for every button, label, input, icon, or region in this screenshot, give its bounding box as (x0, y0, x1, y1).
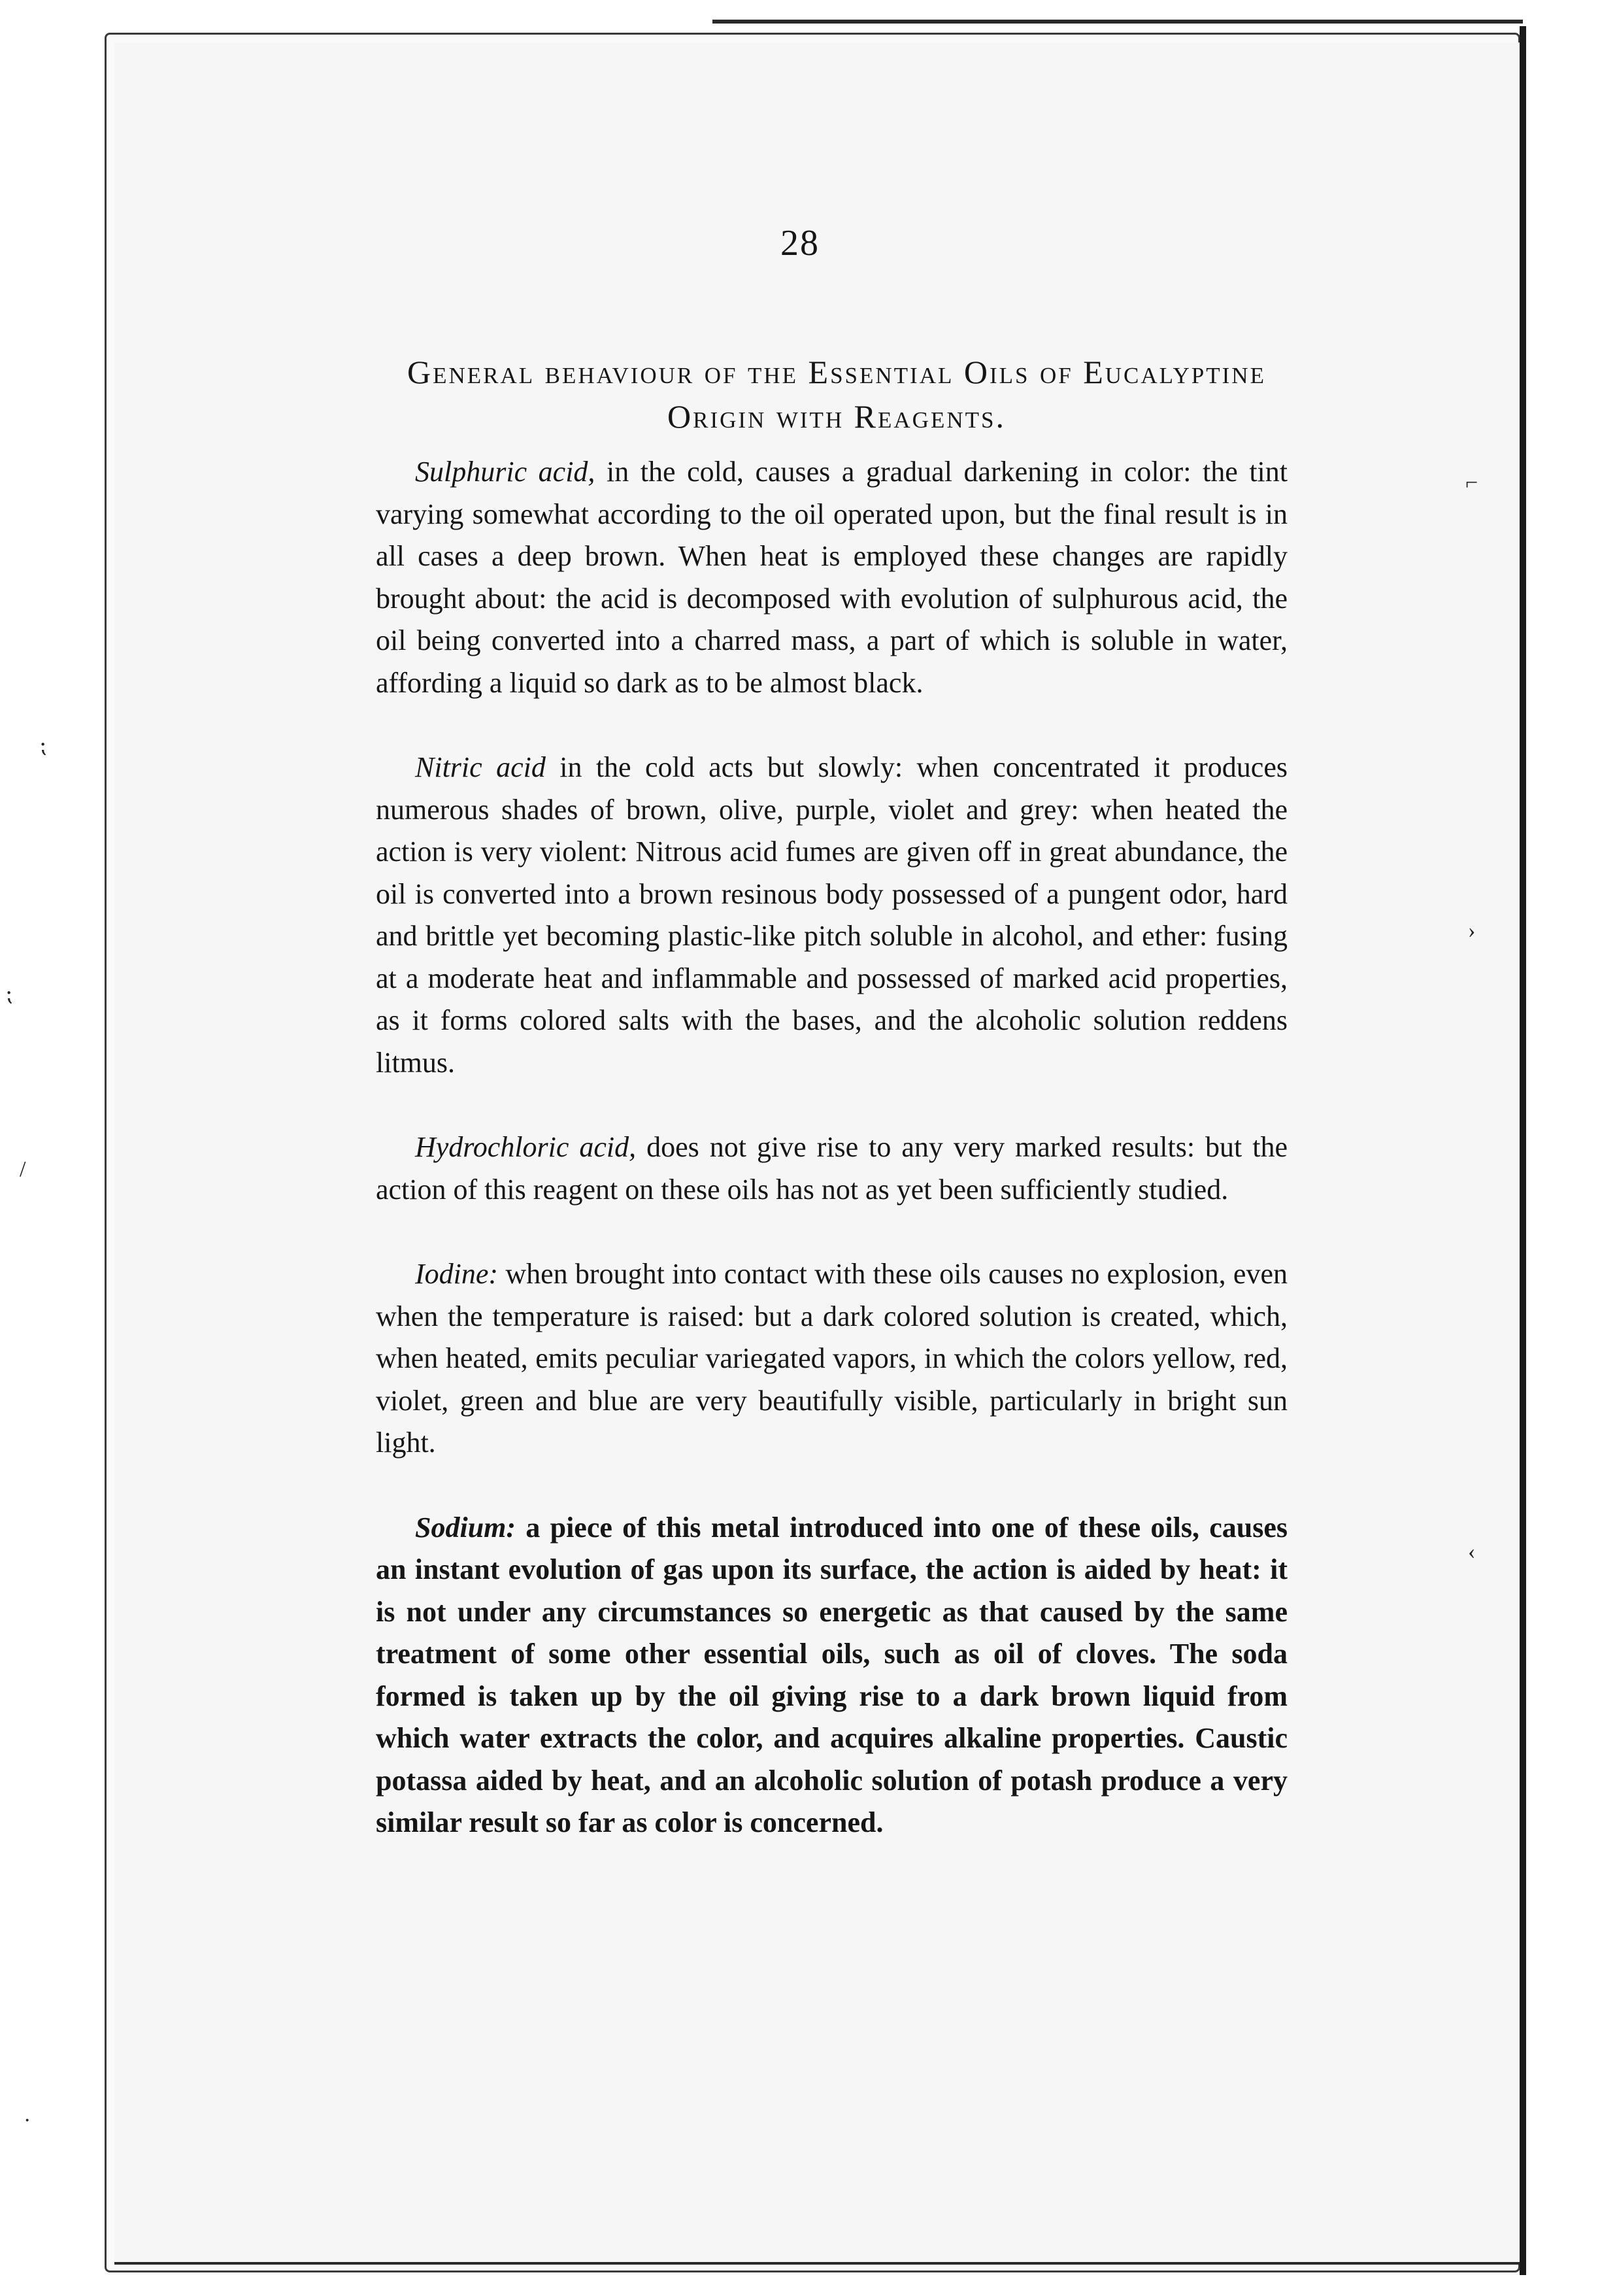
right-page-edge (1520, 26, 1526, 2275)
paragraph-text: when brought into contact with these oils causes no explosion, even when the temperature is raised: but a dark colored solution is created, which, when heated, emits peculiar variegated vapors, in which the colors yellow, red, violet, green and blue are very beautifully visible, particularly in bright sun light. (376, 1258, 1288, 1459)
paragraph-iodine (376, 1253, 1288, 1464)
paragraph-text: in the cold acts but slowly: when concentrated it produces numerous shades of brown, olive, purple, violet and grey: when heated the action is very violent: Nitrous acid fumes are given off in great abundance, the oil is converted into a brown resinous body possessed of a pungent odor, hard and brittle yet becoming plastic-like pitch soluble in alcohol, and ether: fusing at a moderate heat and inflammable and possessed of marked acid properties, as it forms colored salts with the bases, and the alcoholic solution reddens litmus. (376, 751, 1288, 1079)
reagent-term: Sodium: (415, 1511, 516, 1544)
paragraph-hydrochloric-acid (376, 1126, 1288, 1211)
page-number: 28 (780, 223, 820, 263)
scan-speck: ⌐ (1465, 471, 1478, 495)
paragraph-text: in the cold, causes a gradual darkening in color: the tint varying somewhat according to the oil operated upon, but the final result is in all cases a deep brown. When heat is employed these changes are rapidly brought about: the acid is decomposed with evolution of sulphurous acid, the oil being converted into a charred mass, a part of which is soluble in water, affording a liquid so dark as to be almost black. (376, 456, 1288, 699)
scan-speck: · (24, 2108, 31, 2133)
paragraph-text: a piece of this metal introduced into one of these oils, causes an instant evolution of gas upon its surface, the action is aided by heat: it is not under any circumstances so energetic as that caused by the same treatment of some other essential oils, such as oil of cloves. The soda formed is taken up by the oil giving rise to a dark brown liquid from which water extracts the color, and acquires alkaline properties. Caustic potassa aided by heat, and an alcoholic solution of potash produce a very similar result so far as color is concerned. (376, 1511, 1288, 1838)
scan-speck: ⁏ (39, 734, 47, 758)
scan-speck: › (1468, 919, 1476, 943)
scan-speck: ‹ (1468, 1540, 1476, 1564)
reagent-term: Hydrochloric acid, (415, 1131, 637, 1163)
scan-speck: ⁏ (5, 982, 13, 1006)
reagent-term: Iodine: (415, 1258, 499, 1290)
paragraph-text: does not give rise to any very marked results: but the action of this reagent on these oils has not as yet been sufficiently studied. (376, 1131, 1288, 1206)
reagent-term: Sulphuric acid, (415, 456, 595, 488)
paragraph-nitric-acid (376, 747, 1288, 1084)
paragraph-sodium (376, 1507, 1288, 1844)
section-heading: General behaviour of the Essential Oils of Eucalyptine Origin with Reagents. (407, 354, 1266, 435)
top-edge-shadow (712, 20, 1523, 24)
paragraph-sulphuric-acid (376, 451, 1288, 704)
body-text (376, 451, 1288, 1844)
reagent-term: Nitric acid (415, 751, 546, 783)
scan-speck: / (20, 1157, 26, 1181)
